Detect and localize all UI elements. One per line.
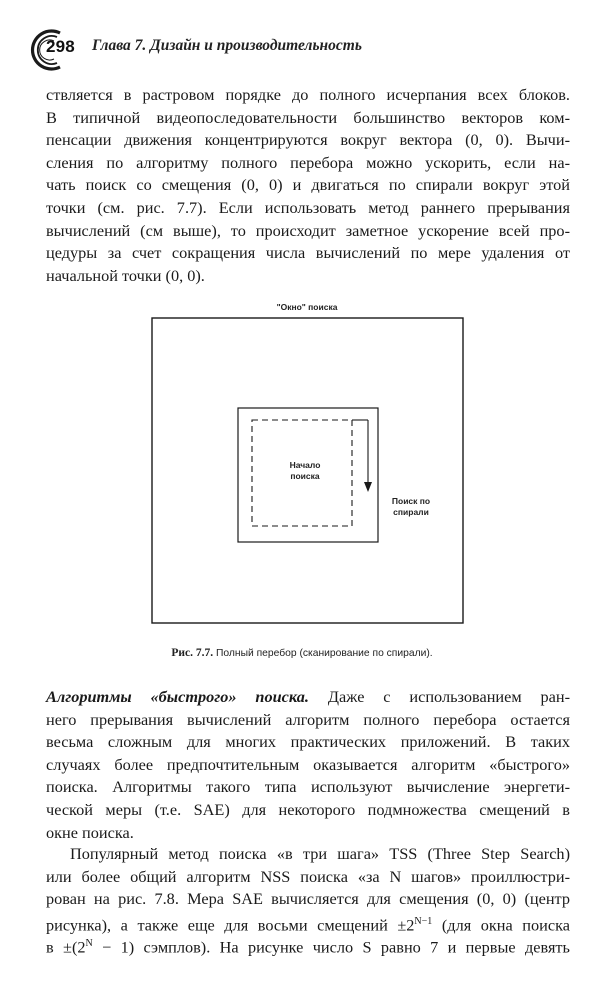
- text-line: чать поиск со смещения (0, 0) и двигаться по спирали вокруг этой: [46, 175, 570, 195]
- spiral-search-label-line: спирали: [393, 507, 429, 517]
- text-line: В типичной видеопоследовательности большинство векторов ком-: [46, 107, 570, 127]
- spiral-outer-path: [238, 408, 378, 542]
- chapter-title: Глава 7. Дизайн и производительность: [92, 37, 362, 54]
- current-block-dashed: [252, 420, 352, 526]
- text-line: точки (см. рис. 7.7). Если использовать метод раннего прерывания: [46, 197, 570, 217]
- text-line: вычислений (см выше), то происходит заметное ускорение всей про-: [46, 220, 570, 240]
- text-line: случаях более предпочтительным оказывается алгоритм «быстрого»: [46, 754, 570, 774]
- text-line: сления по алгоритму полного перебора можно ускорить, если на-: [46, 152, 570, 172]
- text-fragment: − 1) сэмплов). На рисунке число S равно 7 и первые девять: [92, 937, 570, 957]
- text-fragment: Популярный метод поиска «в три шага» TSS (Three Step Search): [70, 844, 570, 863]
- search-start-label-line: Начало: [289, 460, 321, 470]
- caption-number: Рис. 7.7.: [171, 647, 214, 659]
- spiral-search-label-line: Поиск по: [391, 496, 431, 506]
- paragraph-2: [46, 686, 570, 844]
- figure-caption: [40, 647, 564, 659]
- search-window-label: "Окно" поиска: [276, 302, 338, 312]
- text-line: ствляется в растровом порядке до полного исчерпания всех блоков.: [46, 85, 570, 104]
- text-fragment: в ±(2: [46, 937, 86, 957]
- text-line: пенсации движения концентрируются вокруг вектора (0, 0). Вычи-: [46, 130, 570, 150]
- text-line: поиска. Алгоритмы такого типа используют вычисление энергети-: [46, 777, 570, 797]
- text-line: ческой меры (т.е. SAE) для некоторого подмножества смещений в: [46, 799, 570, 819]
- text-fragment: рисунка), а также еще для восьми смещений ±2: [46, 915, 415, 935]
- text-line: весьма сложным для многих практических приложений. В таких: [46, 732, 570, 752]
- caption-text: Полный перебор (сканирование по спирали).: [216, 648, 433, 659]
- text-line: цедуры за счет сокращения числа вычислений по мере удаления от: [46, 243, 570, 263]
- text-line: [46, 911, 570, 934]
- page-header: [30, 28, 578, 68]
- spiral-arrow-head-icon: [364, 482, 372, 492]
- spiral-search-label: [376, 496, 446, 518]
- text-line: [46, 686, 570, 709]
- superscript: N: [85, 938, 93, 950]
- search-window-box: [152, 318, 463, 623]
- text-line: [46, 843, 570, 866]
- text-line: или более общий алгоритм NSS поиска «за N шагов» проиллюстри-: [46, 866, 570, 886]
- text-fragment: Даже с использованием ран-: [327, 687, 571, 706]
- page-number: 298: [46, 37, 75, 56]
- superscript: N−1: [414, 915, 433, 927]
- text-fragment: (для окна поиска: [432, 915, 570, 935]
- text-line: рован на рис. 7.8. Мера SAE вычисляется для смещения (0, 0) (центр: [46, 889, 570, 909]
- text-line: окне поиска.: [46, 822, 134, 842]
- search-start-label-line: поиска: [290, 471, 320, 481]
- text-line: него прерывания вычислений алгоритм полного перебора остается: [46, 709, 570, 729]
- run-in-heading: Алгоритмы «быстрого» поиска.: [46, 687, 309, 706]
- text-line: начальной точки (0, 0).: [46, 265, 205, 285]
- paragraph-1: [46, 84, 570, 287]
- text-line: [46, 933, 570, 956]
- paragraph-3: [46, 843, 570, 956]
- search-start-label: [270, 460, 340, 482]
